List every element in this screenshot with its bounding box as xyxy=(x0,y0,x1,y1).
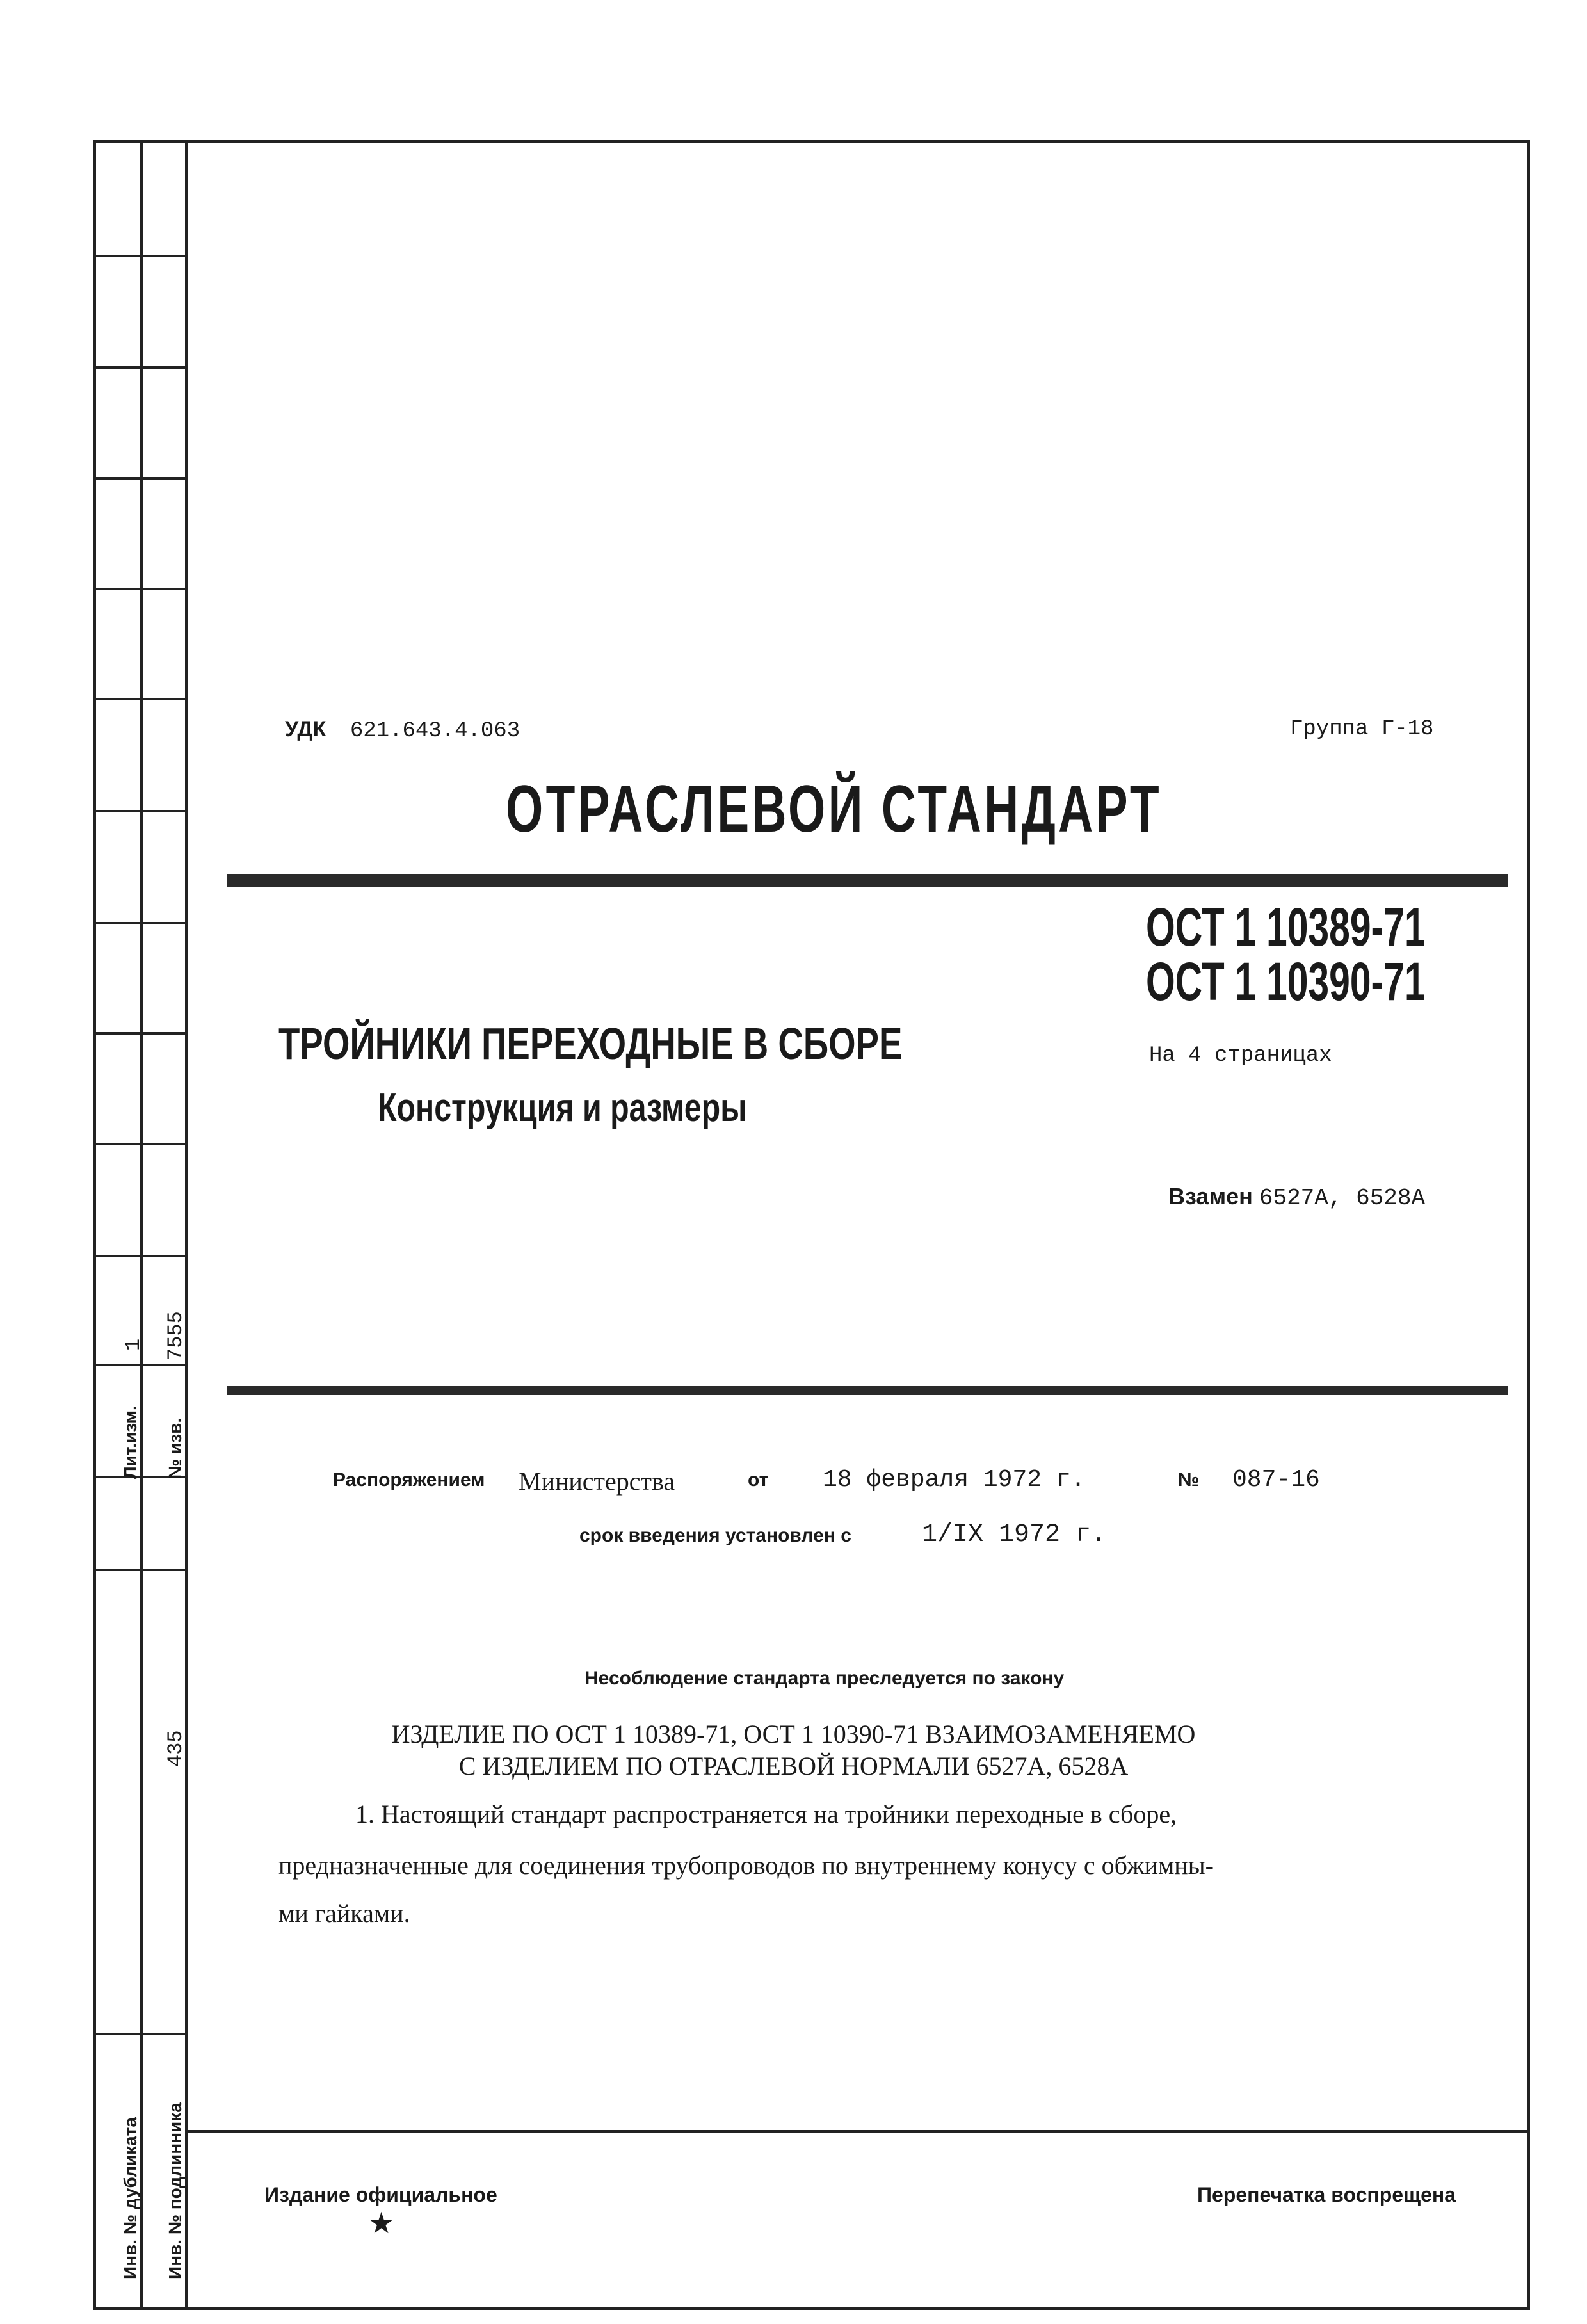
replaces-value: 6527А, 6528А xyxy=(1259,1185,1426,1211)
legal-warning: Несоблюдение стандарта преследуется по закону xyxy=(584,1668,1065,1689)
star-icon: ★ xyxy=(368,2206,395,2239)
original-inventory-value: 435 xyxy=(164,1730,188,1767)
side-grid-line xyxy=(93,255,188,257)
side-grid-line xyxy=(93,477,188,480)
order-date: 18 февраля 1972 г. xyxy=(823,1466,1086,1494)
official-edition: Издание официальное xyxy=(264,2183,497,2206)
title-rule xyxy=(227,874,1508,887)
side-grid-line xyxy=(93,2033,188,2035)
side-grid-line xyxy=(93,1364,188,1366)
order-authority: Министерства xyxy=(519,1467,675,1496)
reprint-prohibited: Перепечатка воспрещена xyxy=(1197,2183,1456,2206)
interchange-line-1: ИЗДЕЛИЕ ПО ОСТ 1 10389-71, ОСТ 1 10390-71 ВЗАИМОЗАМЕНЯЕМО xyxy=(391,1720,1196,1748)
order-number: 087-16 xyxy=(1232,1466,1320,1494)
side-grid-line xyxy=(93,366,188,369)
side-grid-line xyxy=(93,810,188,812)
udk-value: 621.643.4.063 xyxy=(350,719,520,743)
side-grid-line xyxy=(93,1143,188,1145)
scope-paragraph-line-2: предназначенные для соединения трубопроводов по внутреннему конусу с обжимны- xyxy=(278,1851,1214,1880)
effective-date: 1/IX 1972 г. xyxy=(922,1521,1107,1549)
duplicate-inventory-label: Инв. № дубликата xyxy=(120,2117,140,2279)
side-grid-line xyxy=(93,922,188,924)
side-grid-line xyxy=(93,1569,188,1571)
order-from: от xyxy=(748,1469,769,1490)
page-count: На 4 страницах xyxy=(1149,1044,1332,1068)
side-grid-line xyxy=(93,698,188,700)
order-label: Распоряжением xyxy=(333,1469,485,1490)
footer-rule xyxy=(188,2130,1530,2133)
interchange-line-2: С ИЗДЕЛИЕМ ПО ОТРАСЛЕВОЙ НОРМАЛИ 6527А, 6528А xyxy=(458,1752,1129,1780)
standard-number-2: ОСТ 1 10390-71 xyxy=(1146,951,1426,1012)
replaces-label: Взамен xyxy=(1168,1183,1253,1209)
notice-value: 7555 xyxy=(164,1311,188,1360)
scope-paragraph-line-3: ми гайками. xyxy=(278,1899,410,1928)
page-frame xyxy=(93,140,1530,2310)
change-value: 1 xyxy=(122,1338,145,1351)
order-number-label: № xyxy=(1178,1469,1200,1490)
side-column-inner xyxy=(143,140,188,2310)
effective-label: срок введения установлен с xyxy=(579,1525,851,1546)
notice-label: № изв. xyxy=(165,1417,185,1479)
scope-paragraph-line-1: 1. Настоящий стандарт распространяется на тройники переходные в сборе, xyxy=(355,1800,1177,1828)
side-grid-line xyxy=(93,1255,188,1257)
standard-number-1: ОСТ 1 10389-71 xyxy=(1146,897,1426,957)
replaces xyxy=(1168,1183,1425,1211)
udk-label: УДК xyxy=(285,717,326,741)
subject-title: ТРОЙНИКИ ПЕРЕХОДНЫЕ В СБОРЕ xyxy=(278,1019,903,1069)
side-column-outer xyxy=(93,140,143,2310)
page-title: ОТРАСЛЕВОЙ СТАНДАРТ xyxy=(506,772,1162,846)
original-inventory-label: Инв. № подлинника xyxy=(165,2102,185,2279)
udk xyxy=(285,717,520,743)
change-label: Лит.изм. xyxy=(120,1405,140,1479)
subject-subtitle: Конструкция и размеры xyxy=(378,1086,747,1130)
section-rule xyxy=(227,1386,1508,1395)
side-grid-line xyxy=(93,588,188,590)
group-code: Группа Г-18 xyxy=(1290,717,1434,741)
side-grid-line xyxy=(93,1032,188,1035)
